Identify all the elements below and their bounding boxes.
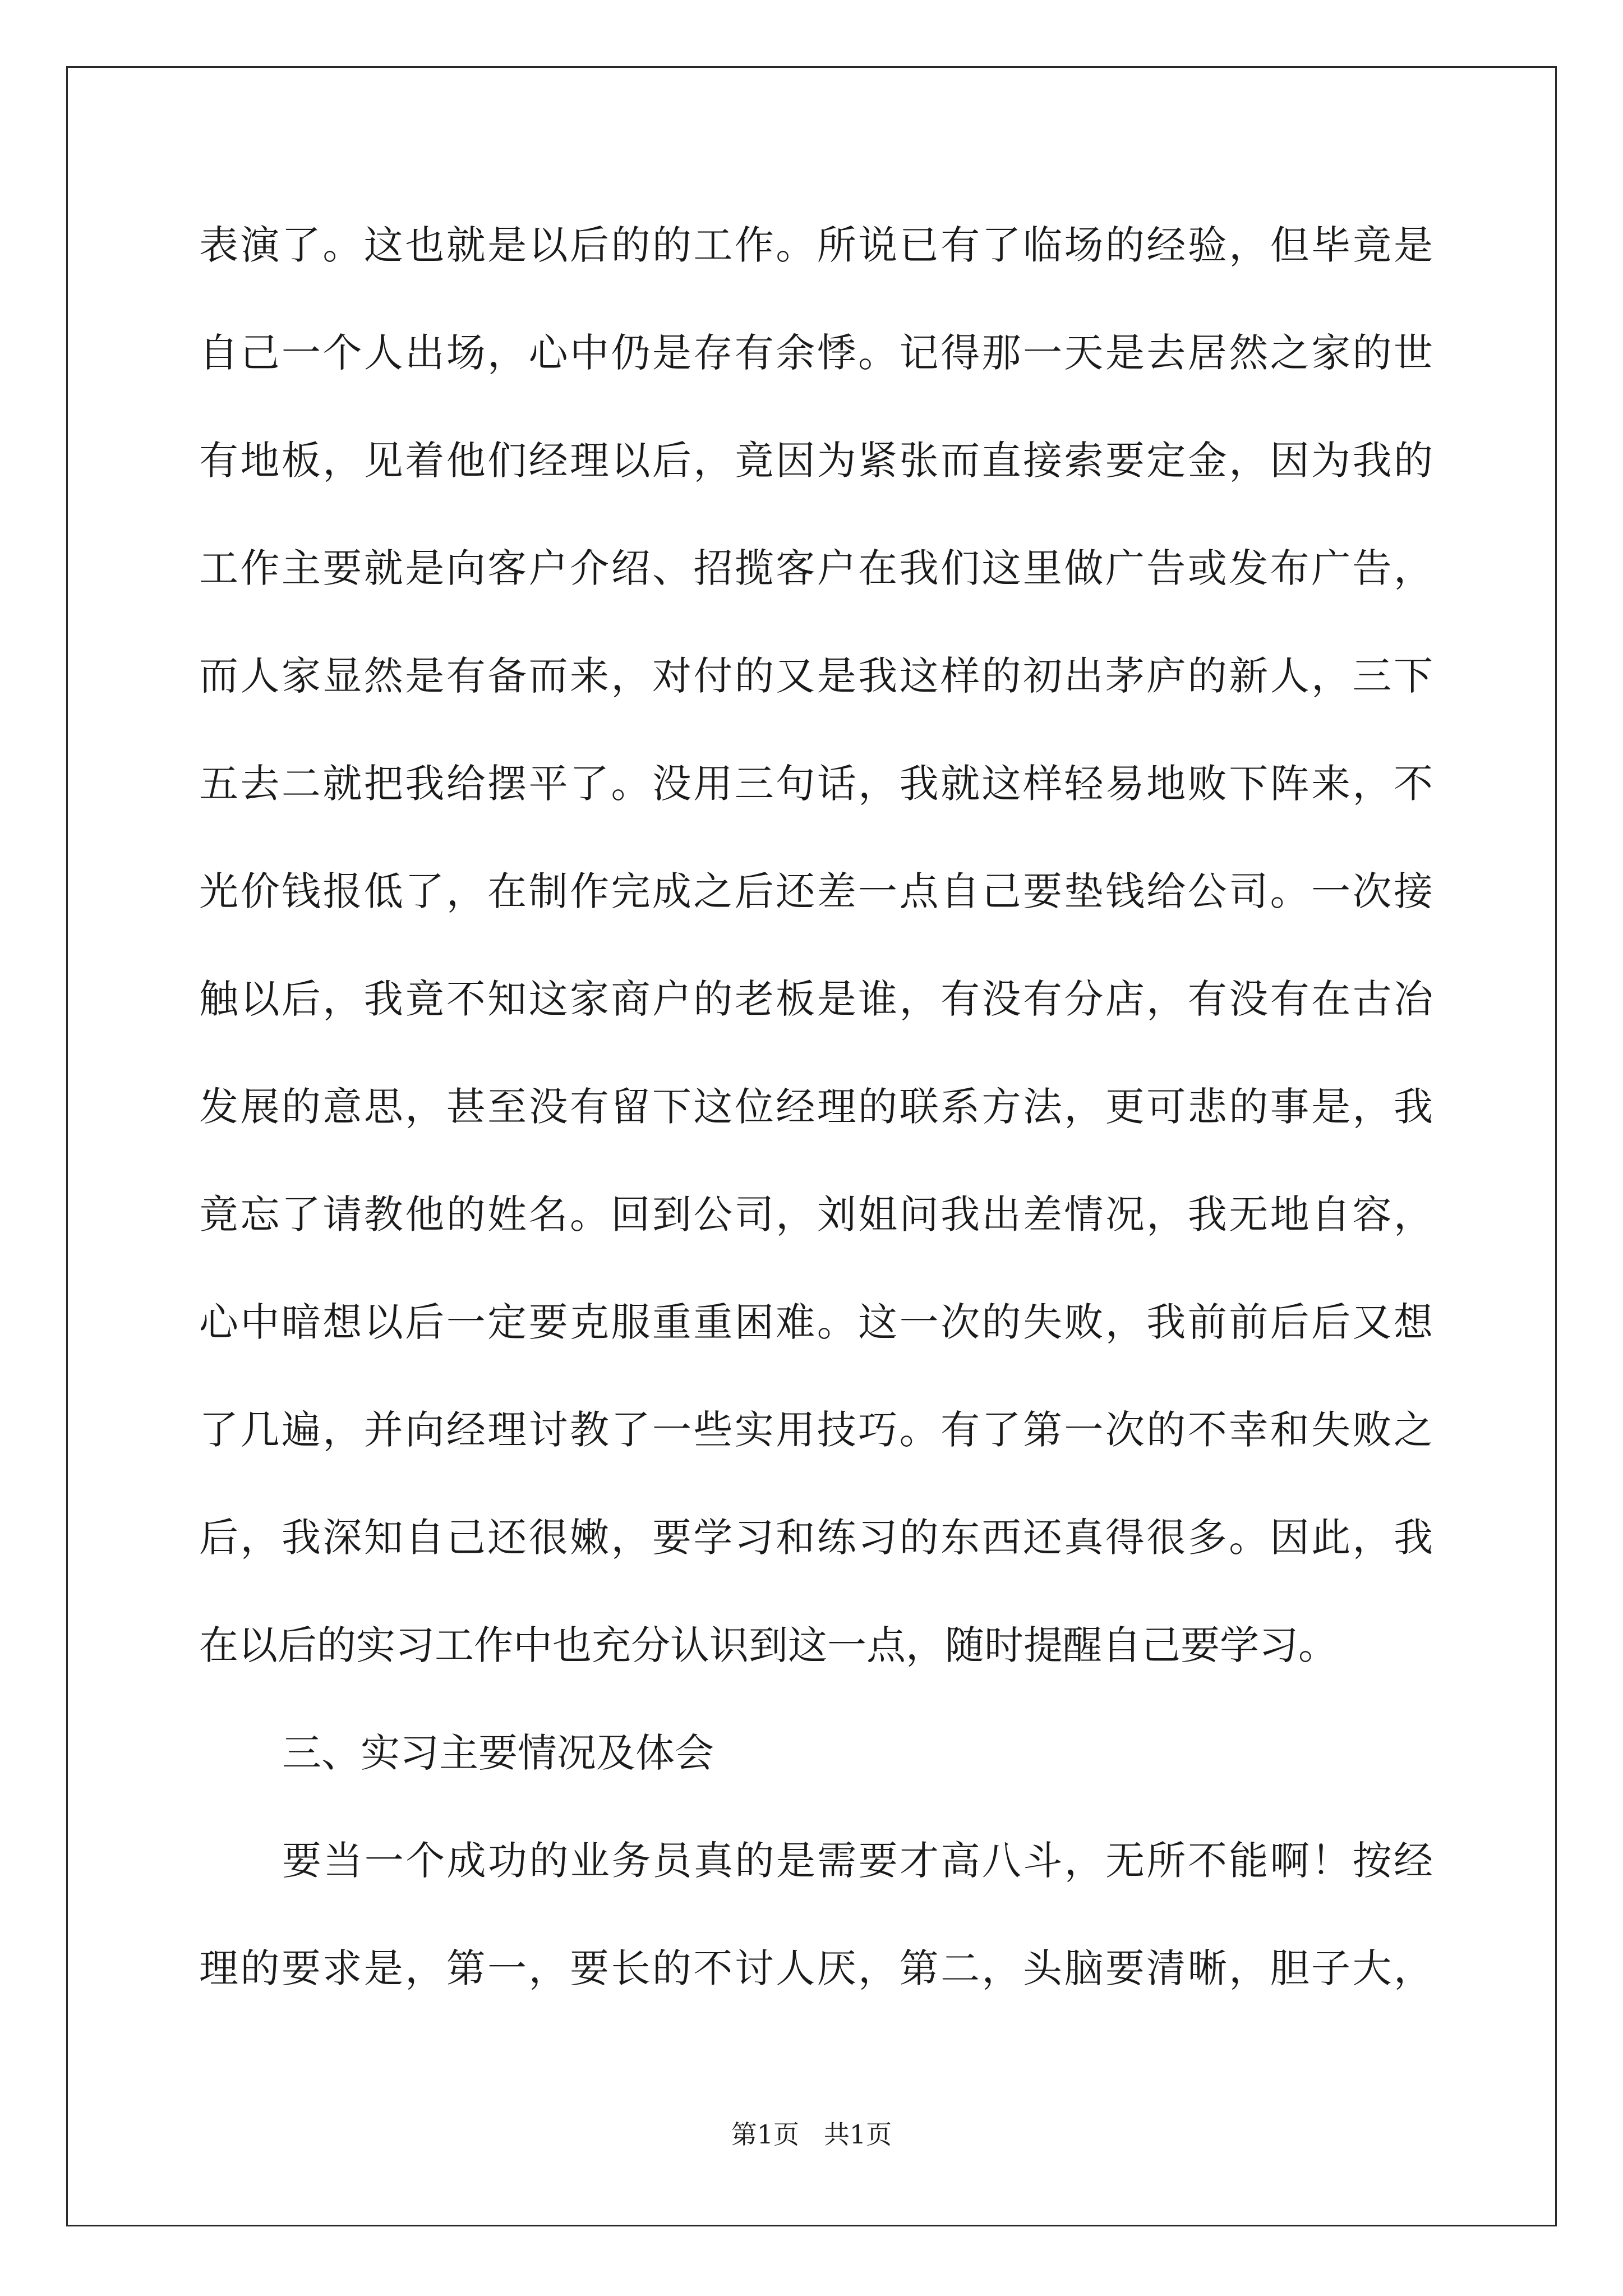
body-line: 在以后的实习工作中也充分认识到这一点，随时提醒自己要学习。: [199, 1622, 1338, 1668]
body-line: 了几遍，并向经理讨教了一些实用技巧。有了第一次的不幸和失败之: [199, 1407, 1433, 1453]
body-line: 工作主要就是向客户介绍、招揽客户在我们这里做广告或发布广告，: [199, 545, 1433, 591]
document-body: [199, 209, 1433, 2040]
body-line: 理的要求是，第一，要长的不讨人厌，第二，头脑要清晰，胆子大，: [199, 1945, 1433, 1991]
body-line: 发展的意思，甚至没有留下这位经理的联系方法，更可悲的事是，我: [199, 1084, 1433, 1130]
page-number-footer: 第1页 共1页: [731, 2119, 892, 2150]
body-line: 而人家显然是有备而来，对付的又是我这样的初出茅庐的新人，三下: [199, 653, 1433, 699]
body-line: 光价钱报低了，在制作完成之后还差一点自己要垫钱给公司。一次接: [199, 868, 1433, 914]
body-line: 要当一个成功的业务员真的是需要才高八斗，无所不能啊！按经: [282, 1838, 1433, 1884]
section-heading: 三、实习主要情况及体会: [282, 1730, 714, 1776]
body-line: 有地板，见着他们经理以后，竟因为紧张而直接索要定金，因为我的: [199, 438, 1433, 484]
body-line: 后，我深知自己还很嫩，要学习和练习的东西还真得很多。因此，我: [199, 1515, 1433, 1561]
body-line: 自己一个人出场，心中仍是存有余悸。记得那一天是去居然之家的世: [199, 330, 1433, 376]
body-line: 竟忘了请教他的姓名。回到公司，刘姐问我出差情况，我无地自容，: [199, 1191, 1433, 1237]
body-line: 五去二就把我给摆平了。没用三句话，我就这样轻易地败下阵来，不: [199, 761, 1433, 807]
body-line: 表演了。这也就是以后的的工作。所说已有了临场的经验，但毕竟是: [199, 222, 1433, 268]
body-line: 心中暗想以后一定要克服重重困难。这一次的失败，我前前后后又想: [199, 1299, 1433, 1345]
body-line: 触以后，我竟不知这家商户的老板是谁，有没有分店，有没有在古冶: [199, 976, 1433, 1022]
